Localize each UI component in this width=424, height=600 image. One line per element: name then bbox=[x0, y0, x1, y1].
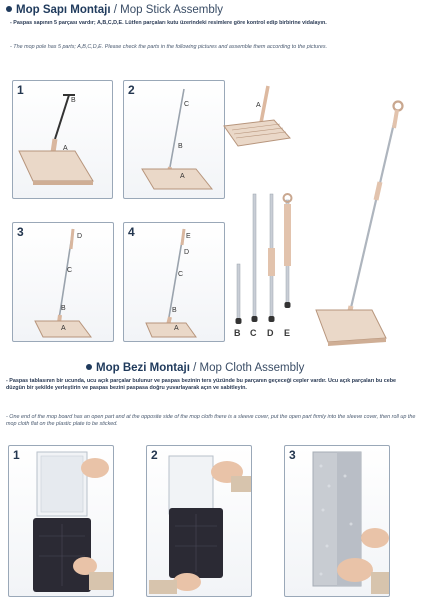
part-label: B bbox=[234, 328, 241, 338]
mop-illustration bbox=[124, 223, 224, 341]
bullet-icon bbox=[86, 364, 92, 370]
part-label: C bbox=[250, 328, 257, 338]
step-number: 3 bbox=[289, 448, 296, 462]
stick-section-title: Mop Sapı Montajı / Mop Stick Assembly bbox=[6, 4, 223, 16]
stick-desc-tr: - Paspas sapının 5 parçası vardır; A,B,C,D,E. Lütfen parçaları kutu üzerindeki resimlere göre kontrol edip birbirine vidalayın. bbox=[10, 20, 327, 26]
part-label: D bbox=[267, 328, 274, 338]
cloth-desc-en: - One end of the mop board has an open part and at the opposite side of the mop cloth there is a sleeve cover, put the open part firmly into the sleeve cover, then roll up the mop cloth flat on the plastic plate to be sticked. bbox=[6, 414, 416, 428]
stick-desc-en: - The mop pole has 5 parts; A,B,C,D,E. Please check the parts in the following pictures and assemble them according to the pictures. bbox=[10, 44, 328, 50]
part-label: B bbox=[61, 305, 66, 312]
stick-step-3-panel bbox=[12, 222, 114, 342]
part-label: D bbox=[184, 249, 190, 256]
part-label: C bbox=[184, 101, 190, 108]
part-label: E bbox=[284, 328, 291, 338]
cloth-step-illustration bbox=[285, 446, 389, 596]
step-number: 2 bbox=[128, 83, 135, 97]
part-label: B bbox=[178, 143, 183, 150]
mop-board-illustration bbox=[222, 80, 292, 160]
step-number: 4 bbox=[128, 225, 135, 239]
pole-parts bbox=[228, 190, 308, 350]
part-label: A bbox=[61, 325, 66, 332]
step-number: 2 bbox=[151, 448, 158, 462]
assembled-mop-illustration bbox=[310, 98, 420, 348]
cloth-step-illustration bbox=[147, 446, 251, 596]
cloth-step-1-panel bbox=[8, 445, 114, 597]
stick-step-4-panel bbox=[123, 222, 225, 342]
step-number: 1 bbox=[17, 83, 24, 97]
stick-step-2-panel bbox=[123, 80, 225, 199]
bullet-icon bbox=[6, 6, 12, 12]
part-label: A bbox=[256, 102, 261, 109]
pole-parts-illustration bbox=[228, 190, 308, 350]
stick-step-1-panel bbox=[12, 80, 113, 199]
cloth-section-title: Mop Bezi Montajı / Mop Cloth Assembly bbox=[86, 362, 304, 374]
part-label: A bbox=[63, 145, 68, 152]
part-label: B bbox=[71, 97, 76, 104]
part-label: B bbox=[172, 307, 177, 314]
part-label: C bbox=[67, 267, 73, 274]
part-label: A bbox=[180, 173, 185, 180]
part-label: E bbox=[186, 233, 191, 240]
cloth-step-2-panel bbox=[146, 445, 252, 597]
part-label: C bbox=[178, 271, 184, 278]
mop-illustration bbox=[13, 223, 113, 341]
step-number: 3 bbox=[17, 225, 24, 239]
mop-illustration bbox=[124, 81, 224, 198]
cloth-desc-tr: - Paspas tablasının bir ucunda, ucu açık parçalar bulunur ve paspas bezinin ters yüzünde bu parçanın geçeceği cepler vardır. Ucu açık parçaları bu cebe düzgün bir şekilde yerleştirin ve paspas bezini paspasa doğru yuvarlayarak açın ve sabitleyin. bbox=[6, 378, 397, 392]
part-label: D bbox=[77, 233, 83, 240]
part-label: A bbox=[174, 325, 179, 332]
cloth-step-3-panel bbox=[284, 445, 390, 597]
step-number: 1 bbox=[13, 448, 20, 462]
mop-illustration bbox=[13, 81, 112, 198]
cloth-step-illustration bbox=[9, 446, 113, 596]
